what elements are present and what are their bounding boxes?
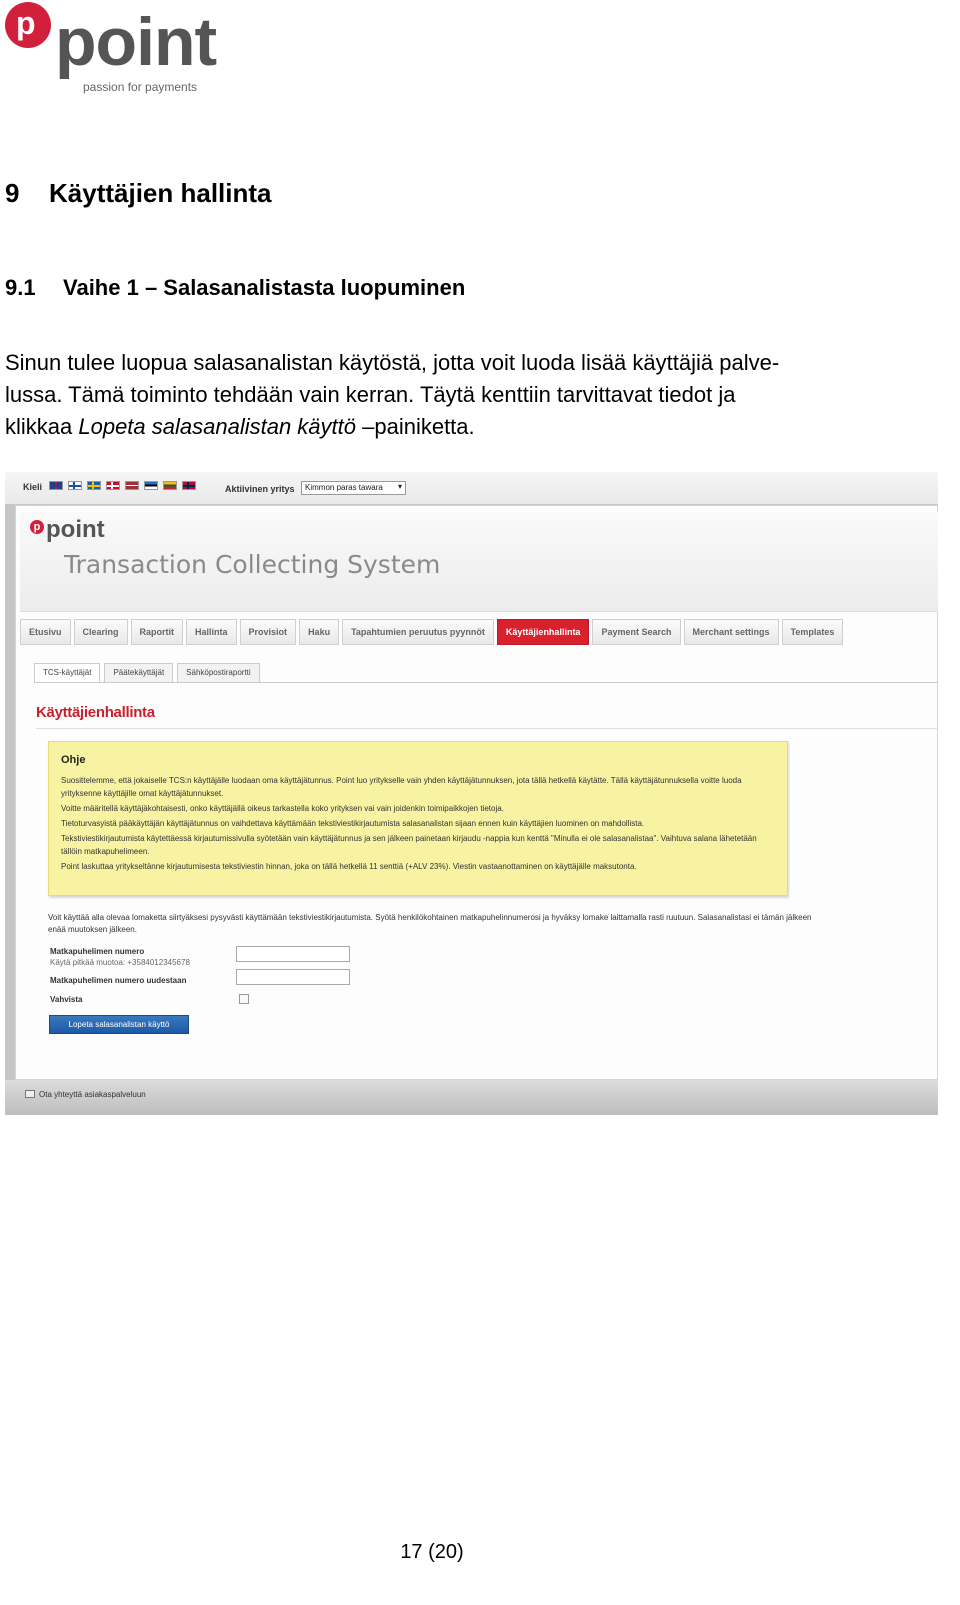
- tab-sahkopostiraportti[interactable]: Sähköpostiraportti: [177, 663, 259, 682]
- contact-support-link[interactable]: Ota yhteyttä asiakaspalveluun: [39, 1090, 146, 1099]
- page-title: Käyttäjienhallinta: [36, 704, 155, 721]
- language-flags: [49, 481, 196, 490]
- nav-tapahtumien-peruutus[interactable]: Tapahtumien peruutus pyynnöt: [342, 619, 494, 645]
- flag-lt-icon[interactable]: [163, 481, 177, 490]
- subsection-heading: [5, 275, 465, 301]
- instruction-paragraph: [5, 347, 875, 443]
- system-title: Transaction Collecting System: [64, 550, 441, 579]
- flag-ee-icon[interactable]: [144, 481, 158, 490]
- nav-clearing[interactable]: Clearing: [74, 619, 128, 645]
- phone-input[interactable]: [236, 946, 350, 962]
- paragraph-line-1: Sinun tulee luopua salasanalistan käytöstä, jotta voit luoda lisää käyttäjiä palve-: [5, 350, 780, 375]
- chevron-down-icon: ▾: [397, 482, 402, 491]
- language-label: Kieli: [23, 482, 43, 492]
- subsection-number: 9.1: [5, 275, 36, 300]
- help-paragraph: Tietoturvasyistä pääkäyttäjän käyttäjätunnus on vaihdettava käyttämään tekstiviestikirjautumista salasanalistan sijaan ennen kuin käyttäjien luominen on mahdollista.: [61, 819, 645, 828]
- paragraph-line-2: lussa. Tämä toiminto tehdään vain kerran. Täytä kenttiin tarvittavat tiedot ja: [5, 382, 736, 407]
- active-company-select[interactable]: Kimmon paras tawara ▾: [301, 481, 406, 495]
- phone-again-label: Matkapuhelimen numero uudestaan: [50, 976, 187, 985]
- help-paragraph: Voitte määritellä käyttäjäkohtaisesti, onko käyttäjällä oikeus tarkastella koko yrityksen vai vain joidenkin toimipaikkojen tietoja.: [61, 804, 504, 813]
- flag-no-icon[interactable]: [182, 481, 196, 490]
- nav-haku[interactable]: Haku: [299, 619, 339, 645]
- flag-uk-icon[interactable]: [49, 481, 63, 490]
- tcs-screenshot: [5, 472, 938, 1115]
- phone-label: Matkapuhelimen numero: [50, 947, 145, 956]
- app-main-panel: [15, 505, 938, 1080]
- flag-se-icon[interactable]: [87, 481, 101, 490]
- help-paragraph: Point laskuttaa yritykseltänne kirjautumisesta tekstiviestin hinnan, joka on tällä hetkellä 11 senttiä (+ALV 23%). Viestin vastaanottaminen on käyttäjälle maksutonta.: [61, 862, 637, 871]
- confirm-checkbox[interactable]: [239, 994, 249, 1004]
- section-number: 9: [5, 178, 20, 208]
- active-company-label: Aktiivinen yritys: [225, 484, 295, 494]
- help-paragraph: Suosittelemme, että jokaiselle TCS:n käyttäjälle luodaan oma käyttäjätunnus. Point luo yritykselle vain yhden käyttäjätunnuksen, jota tällä hetkellä käytätte. Tällä käyttäjätunnuksella voitte luoda yrityksenne käyttäjille omat käyttäjätunnukset.: [61, 776, 742, 798]
- help-title: Ohje: [61, 754, 86, 766]
- flag-fi-icon[interactable]: [68, 481, 82, 490]
- stop-password-list-button[interactable]: Lopeta salasanalistan käyttö: [49, 1015, 189, 1034]
- app-logo-mark: p: [30, 520, 44, 534]
- tab-tcs-kayttajat[interactable]: TCS-käyttäjät: [34, 663, 100, 682]
- point-tagline: passion for payments: [83, 80, 198, 94]
- app-banner: [20, 512, 938, 612]
- nav-templates[interactable]: Templates: [782, 619, 844, 645]
- nav-merchant-settings[interactable]: Merchant settings: [684, 619, 779, 645]
- button-reference: Lopeta salasanalistan käyttö: [78, 414, 356, 439]
- help-box: [48, 741, 788, 896]
- app-topbar: [5, 472, 938, 504]
- flag-lv-icon[interactable]: [125, 481, 139, 490]
- help-paragraph: Tekstiviestikirjautumista käytettäessä kirjautumissivulla syötetään vain käyttäjätunnus ja sen jälkeen painetaan kirjaudu -nappia kun kenttä "Minulla ei ole salasanalistaa". Vaihtuva salana lähetetään tällöin matkapuhelimeen.: [61, 834, 757, 856]
- main-nav: [20, 619, 938, 645]
- nav-payment-search[interactable]: Payment Search: [592, 619, 680, 645]
- phone-again-input[interactable]: [236, 969, 350, 985]
- mail-icon: [25, 1090, 35, 1098]
- phone-hint: Käytä pitkää muotoa: +3584012345678: [50, 958, 190, 967]
- flag-dk-icon[interactable]: [106, 481, 120, 490]
- point-logo-mark: p: [5, 2, 51, 48]
- section-heading: [5, 178, 272, 209]
- page-number: 17 (20): [400, 1541, 464, 1563]
- nav-etusivu[interactable]: Etusivu: [20, 619, 71, 645]
- tab-paatekayttajat[interactable]: Päätekäyttäjät: [104, 663, 173, 682]
- paragraph-line-3: klikkaa Lopeta salasanalistan käyttö –painiketta.: [5, 414, 475, 439]
- app-footer: [5, 1080, 938, 1115]
- app-logo-wordmark: point: [46, 516, 105, 543]
- subsection-title: Vaihe 1 – Salasanalistasta luopuminen: [63, 275, 466, 300]
- form-intro: Voit käyttää alla olevaa lomaketta siirtyäksesi pysyvästi käyttämään tekstiviestikirjautumista. Syötä henkilökohtainen matkapuhelinnumerosi ja hyväksy lomake laittamalla rasti ruutuun. Salasanalistasi ei tämän jälkeen enää muutoksen jälkeen.: [48, 913, 812, 934]
- heading-divider: [36, 728, 938, 729]
- tab-divider: [34, 682, 938, 683]
- point-logo: [5, 2, 235, 97]
- section-title: Käyttäjien hallinta: [49, 178, 272, 208]
- nav-hallinta[interactable]: Hallinta: [186, 619, 237, 645]
- nav-provisiot[interactable]: Provisiot: [240, 619, 297, 645]
- subtabs: [34, 663, 260, 682]
- nav-raportit[interactable]: Raportit: [131, 619, 184, 645]
- point-wordmark: point: [55, 4, 217, 80]
- nav-kayttajienhallinta[interactable]: Käyttäjienhallinta: [497, 619, 590, 645]
- confirm-label: Vahvista: [50, 995, 83, 1004]
